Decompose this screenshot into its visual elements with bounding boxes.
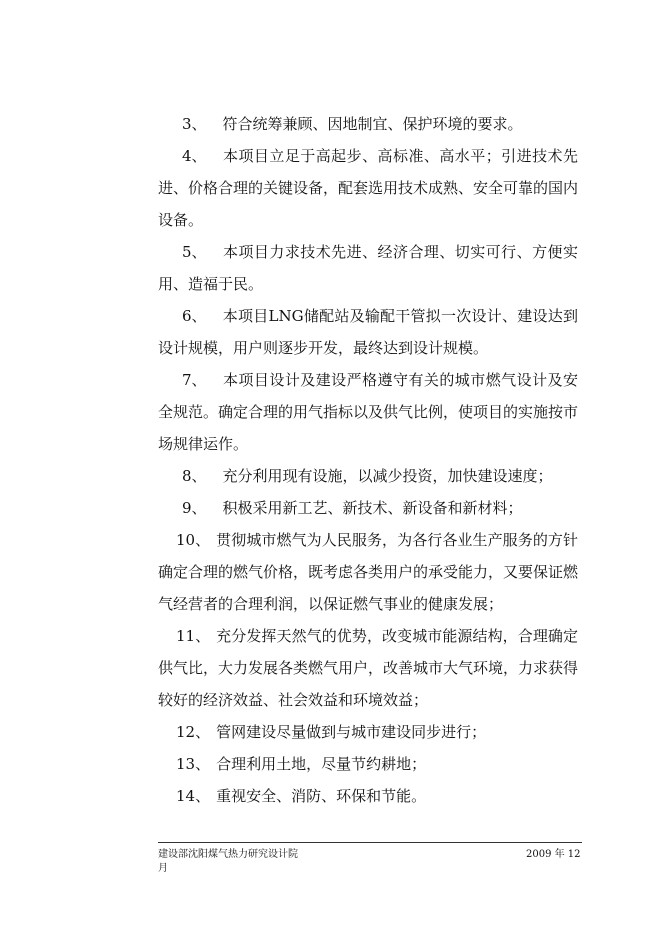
principles-list	[158, 108, 578, 812]
item-number: 14、	[176, 787, 211, 805]
list-item	[158, 780, 578, 812]
item-text: 积极采用新工艺、新技术、新设备和新材料；	[222, 499, 523, 517]
footer-date-suffix: 月	[158, 863, 168, 874]
item-number: 5、	[182, 243, 207, 261]
item-number: 8、	[182, 467, 207, 485]
item-text: 本项目力求技术先进、经济合理、切实可行、方便实用、造福于民。	[158, 243, 578, 293]
item-number: 3、	[182, 115, 207, 133]
list-item	[158, 108, 578, 140]
item-text: 本项目设计及建设严格遵守有关的城市燃气设计及安全规范。确定合理的用气指标以及供气比例，使项目的实施按市场规律运作。	[158, 371, 579, 453]
list-item	[158, 748, 578, 780]
item-number: 10、	[176, 531, 211, 549]
item-number: 7、	[182, 371, 207, 389]
item-number: 11、	[176, 627, 211, 645]
item-text: 合理利用土地，尽量节约耕地；	[216, 755, 427, 773]
item-number: 4、	[182, 147, 207, 165]
item-text: 贯彻城市燃气为人民服务，为各行各业生产服务的方针确定合理的燃气价格，既考虑各类用户的承受能力，又要保证燃气经营者的合理利润，以保证燃气事业的健康发展；	[158, 531, 579, 613]
item-text: 充分利用现有设施，以减少投资，加快建设速度；	[222, 467, 553, 485]
footer-organization	[158, 848, 318, 876]
footer-organization-name: 建设部沈阳煤气热力研究设计院	[158, 849, 298, 860]
list-item	[158, 524, 578, 620]
list-item	[158, 300, 578, 364]
item-text: 符合统筹兼顾、因地制宜、保护环境的要求。	[222, 115, 523, 133]
item-number: 6、	[182, 307, 207, 325]
list-item	[158, 236, 578, 300]
list-item	[158, 140, 578, 236]
list-item	[158, 492, 578, 524]
item-number: 9、	[182, 499, 207, 517]
list-item	[158, 620, 578, 716]
item-text: 本项目LNG储配站及输配干管拟一次设计、建设达到设计规模，用户则逐步开发，最终达到设计规模。	[158, 307, 578, 357]
item-number: 12、	[176, 723, 211, 741]
list-item	[158, 716, 578, 748]
item-number: 13、	[176, 755, 211, 773]
item-text: 本项目立足于高起步、高标准、高水平；引进技术先进、价格合理的关键设备，配套选用技术成熟、安全可靠的国内设备。	[158, 147, 579, 229]
item-text: 管网建设尽量做到与城市建设同步进行；	[216, 723, 487, 741]
list-item	[158, 460, 578, 492]
list-item	[158, 364, 578, 460]
item-text: 充分发挥天然气的优势，改变城市能源结构，合理确定供气比，大力发展各类燃气用户，改善城市大气环境，力求获得较好的经济效益、社会效益和环境效益；	[158, 627, 579, 709]
footer-divider	[158, 842, 582, 843]
footer-date: 2009 年 12	[526, 849, 581, 860]
item-text: 重视安全、消防、环保和节能。	[216, 787, 427, 805]
